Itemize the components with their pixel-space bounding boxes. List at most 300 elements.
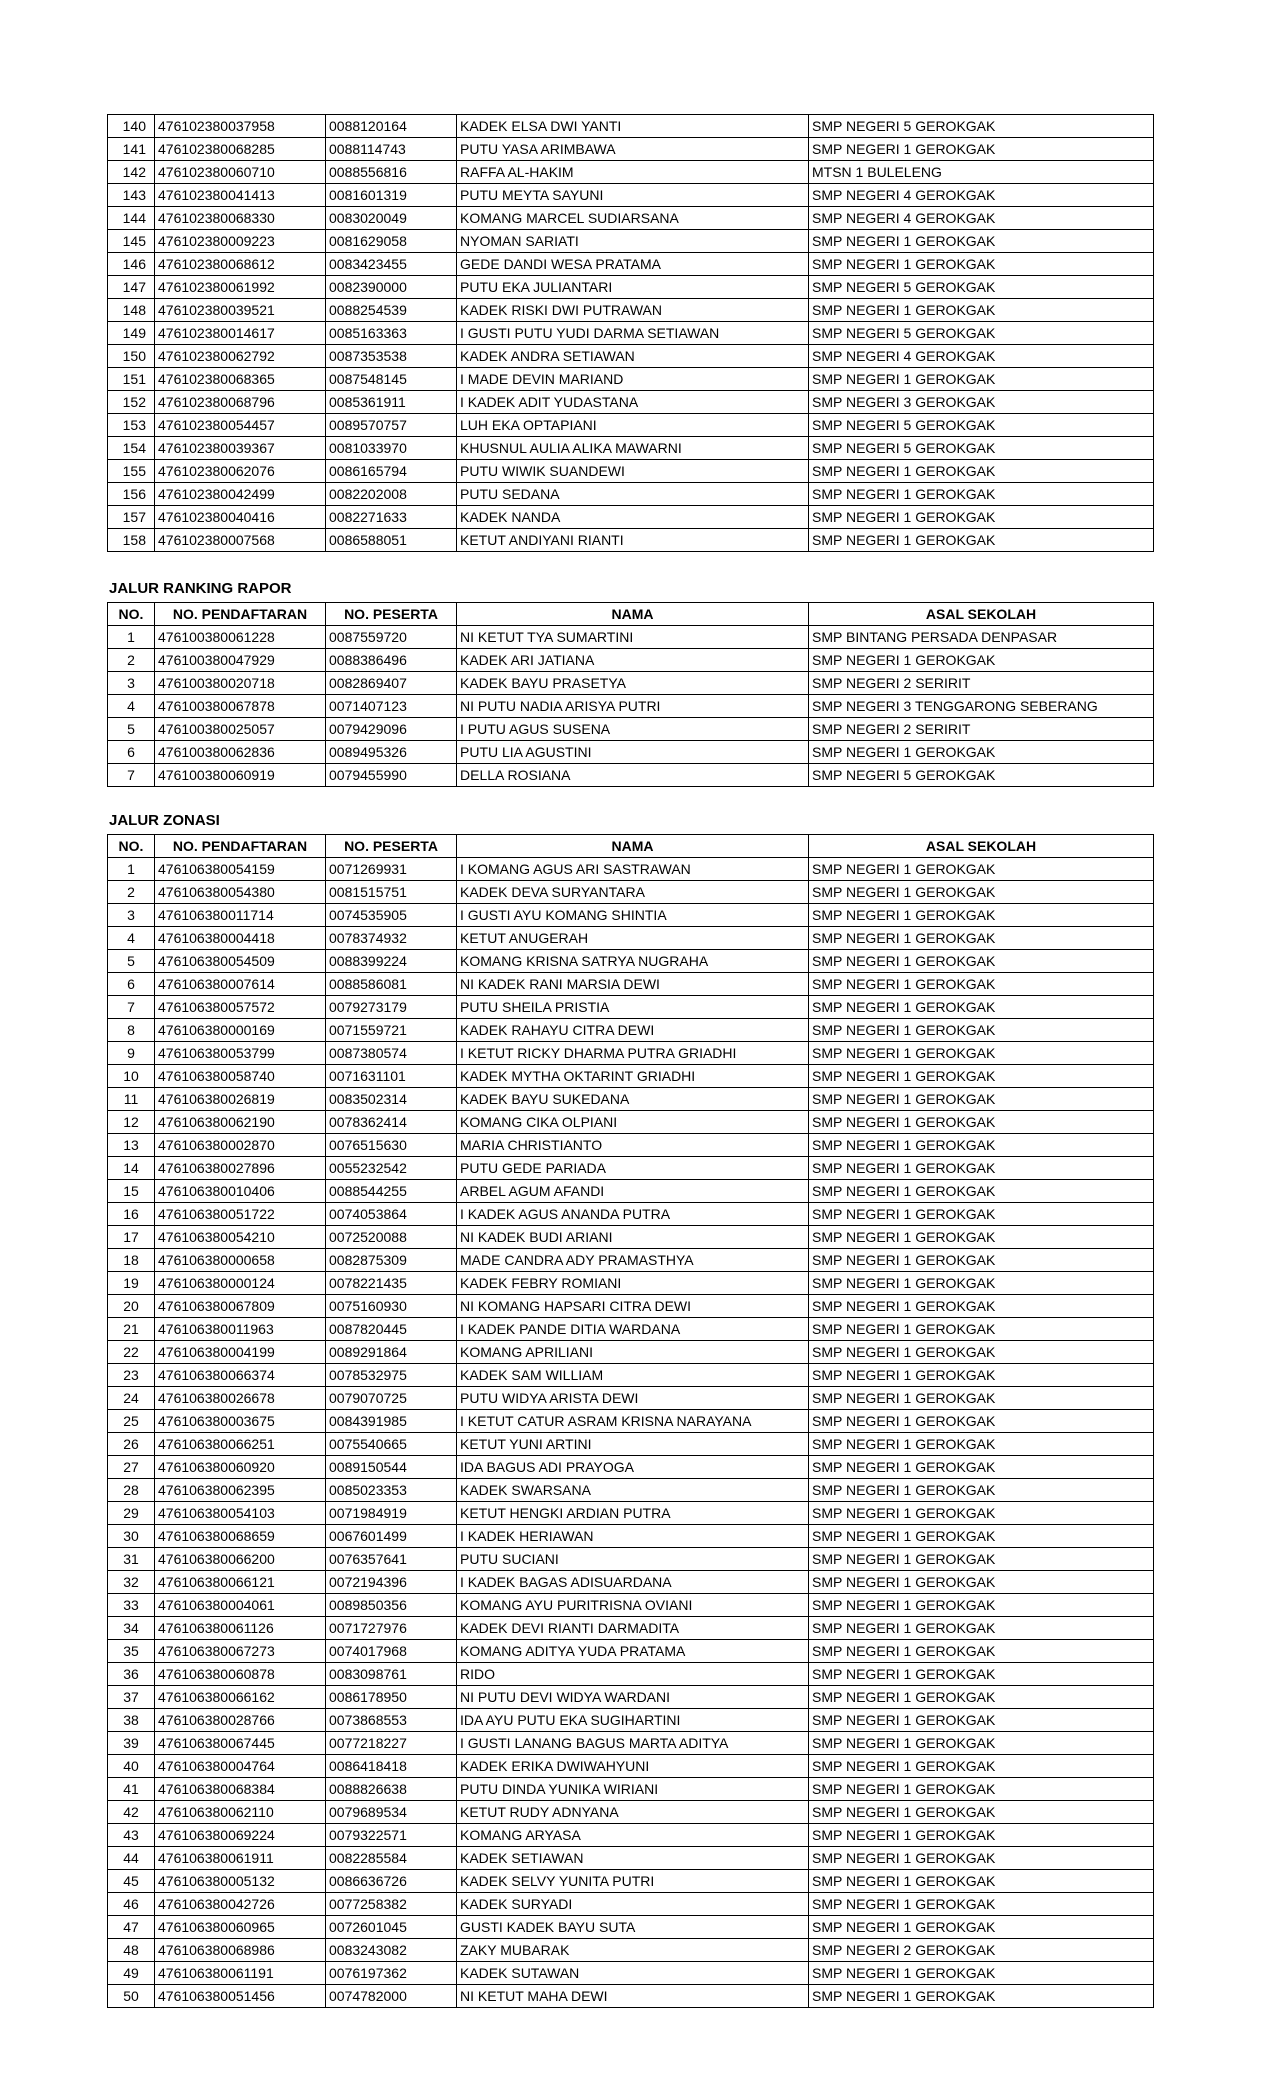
cell-asal-sekolah: SMP NEGERI 1 GEROKGAK — [809, 1088, 1154, 1111]
table-row — [108, 437, 1154, 460]
table-row — [108, 1272, 1154, 1295]
cell-asal-sekolah: SMP NEGERI 1 GEROKGAK — [809, 1456, 1154, 1479]
cell-asal-sekolah: SMP NEGERI 1 GEROKGAK — [809, 1433, 1154, 1456]
cell-no: 35 — [108, 1640, 155, 1663]
cell-asal-sekolah: SMP NEGERI 1 GEROKGAK — [809, 1571, 1154, 1594]
cell-no-pendaftaran: 476106380028766 — [155, 1709, 326, 1732]
cell-no-pendaftaran: 476106380067273 — [155, 1640, 326, 1663]
table-row — [108, 649, 1154, 672]
cell-no-peserta: 0078362414 — [326, 1111, 457, 1134]
cell-no-peserta: 0086178950 — [326, 1686, 457, 1709]
cell-nama: LUH EKA OPTAPIANI — [457, 414, 809, 437]
cell-asal-sekolah: SMP NEGERI 1 GEROKGAK — [809, 506, 1154, 529]
cell-no-peserta: 0086636726 — [326, 1870, 457, 1893]
cell-nama: I KETUT CATUR ASRAM KRISNA NARAYANA — [457, 1410, 809, 1433]
cell-no-peserta: 0083020049 — [326, 207, 457, 230]
table-row — [108, 858, 1154, 881]
table-row — [108, 1847, 1154, 1870]
cell-asal-sekolah: SMP NEGERI 4 GEROKGAK — [809, 207, 1154, 230]
cell-no: 27 — [108, 1456, 155, 1479]
table-row — [108, 1387, 1154, 1410]
cell-asal-sekolah: SMP NEGERI 1 GEROKGAK — [809, 1387, 1154, 1410]
cell-nama: KADEK FEBRY ROMIANI — [457, 1272, 809, 1295]
cell-no-peserta: 0079322571 — [326, 1824, 457, 1847]
table-row — [108, 1571, 1154, 1594]
cell-no-peserta: 0088826638 — [326, 1778, 457, 1801]
cell-no-pendaftaran: 476106380066374 — [155, 1364, 326, 1387]
cell-no-peserta: 0088586081 — [326, 973, 457, 996]
cell-no-pendaftaran: 476106380067809 — [155, 1295, 326, 1318]
cell-no-pendaftaran: 476106380000124 — [155, 1272, 326, 1295]
cell-no-pendaftaran: 476106380062395 — [155, 1479, 326, 1502]
cell-nama: MADE CANDRA ADY PRAMASTHYA — [457, 1249, 809, 1272]
cell-no: 44 — [108, 1847, 155, 1870]
cell-no-pendaftaran: 476106380058740 — [155, 1065, 326, 1088]
cell-nama: KADEK MYTHA OKTARINT GRIADHI — [457, 1065, 809, 1088]
cell-no-peserta: 0089850356 — [326, 1594, 457, 1617]
cell-nama: KADEK ANDRA SETIAWAN — [457, 345, 809, 368]
cell-no-peserta: 0084391985 — [326, 1410, 457, 1433]
cell-no: 142 — [108, 161, 155, 184]
cell-asal-sekolah: SMP NEGERI 1 GEROKGAK — [809, 1548, 1154, 1571]
table-row — [108, 1617, 1154, 1640]
cell-no-peserta: 0087353538 — [326, 345, 457, 368]
cell-nama: KADEK ERIKA DWIWAHYUNI — [457, 1755, 809, 1778]
cell-no-pendaftaran: 476102380054457 — [155, 414, 326, 437]
cell-no: 31 — [108, 1548, 155, 1571]
table-row — [108, 1985, 1154, 2008]
table-row — [108, 1433, 1154, 1456]
table-row — [108, 1065, 1154, 1088]
cell-no: 13 — [108, 1134, 155, 1157]
cell-no-peserta: 0067601499 — [326, 1525, 457, 1548]
cell-nama: KADEK RAHAYU CITRA DEWI — [457, 1019, 809, 1042]
cell-no: 157 — [108, 506, 155, 529]
cell-nama: KOMANG AYU PURITRISNA OVIANI — [457, 1594, 809, 1617]
cell-no-pendaftaran: 476106380000169 — [155, 1019, 326, 1042]
cell-no-pendaftaran: 476106380054159 — [155, 858, 326, 881]
table-row — [108, 1870, 1154, 1893]
cell-no-pendaftaran: 476102380060710 — [155, 161, 326, 184]
cell-nama: I KADEK PANDE DITIA WARDANA — [457, 1318, 809, 1341]
cell-no: 145 — [108, 230, 155, 253]
cell-asal-sekolah: SMP NEGERI 1 GEROKGAK — [809, 1341, 1154, 1364]
cell-nama: PUTU WIWIK SUANDEWI — [457, 460, 809, 483]
cell-no-pendaftaran: 476106380057572 — [155, 996, 326, 1019]
cell-no-peserta: 0074017968 — [326, 1640, 457, 1663]
cell-nama: IDA BAGUS ADI PRAYOGA — [457, 1456, 809, 1479]
cell-no: 1 — [108, 858, 155, 881]
cell-no-peserta: 0081033970 — [326, 437, 457, 460]
cell-asal-sekolah: MTSN 1 BULELENG — [809, 161, 1154, 184]
cell-nama: KADEK SAM WILLIAM — [457, 1364, 809, 1387]
cell-asal-sekolah: SMP NEGERI 1 GEROKGAK — [809, 1157, 1154, 1180]
cell-no-peserta: 0079273179 — [326, 996, 457, 1019]
cell-no-peserta: 0077258382 — [326, 1893, 457, 1916]
cell-no-peserta: 0079455990 — [326, 764, 457, 787]
cell-asal-sekolah: SMP NEGERI 1 GEROKGAK — [809, 1295, 1154, 1318]
cell-nama: KOMANG KRISNA SATRYA NUGRAHA — [457, 950, 809, 973]
cell-nama: I KADEK HERIAWAN — [457, 1525, 809, 1548]
cell-no: 6 — [108, 973, 155, 996]
cell-no: 15 — [108, 1180, 155, 1203]
cell-no-pendaftaran: 476106380026678 — [155, 1387, 326, 1410]
cell-no-pendaftaran: 476102380062792 — [155, 345, 326, 368]
cell-nama: I MADE DEVIN MARIAND — [457, 368, 809, 391]
cell-no-pendaftaran: 476100380061228 — [155, 626, 326, 649]
cell-nama: KADEK SWARSANA — [457, 1479, 809, 1502]
cell-nama: NI KOMANG HAPSARI CITRA DEWI — [457, 1295, 809, 1318]
table-row — [108, 881, 1154, 904]
cell-asal-sekolah: SMP NEGERI 1 GEROKGAK — [809, 973, 1154, 996]
cell-asal-sekolah: SMP NEGERI 1 GEROKGAK — [809, 230, 1154, 253]
cell-no-pendaftaran: 476106380011963 — [155, 1318, 326, 1341]
cell-asal-sekolah: SMP NEGERI 1 GEROKGAK — [809, 881, 1154, 904]
cell-no-peserta: 0088556816 — [326, 161, 457, 184]
cell-no-peserta: 0088386496 — [326, 649, 457, 672]
cell-nama: KADEK SUTAWAN — [457, 1962, 809, 1985]
cell-nama: RIDO — [457, 1663, 809, 1686]
cell-no-peserta: 0087548145 — [326, 368, 457, 391]
table-row — [108, 950, 1154, 973]
cell-asal-sekolah: SMP NEGERI 1 GEROKGAK — [809, 1525, 1154, 1548]
cell-nama: PUTU SEDANA — [457, 483, 809, 506]
cell-asal-sekolah: SMP NEGERI 1 GEROKGAK — [809, 1318, 1154, 1341]
cell-no-pendaftaran: 476106380003675 — [155, 1410, 326, 1433]
cell-no: 5 — [108, 718, 155, 741]
cell-no-pendaftaran: 476106380062110 — [155, 1801, 326, 1824]
cell-no-pendaftaran: 476106380061126 — [155, 1617, 326, 1640]
cell-no-pendaftaran: 476102380037958 — [155, 115, 326, 138]
table-row — [108, 1824, 1154, 1847]
cell-no-pendaftaran: 476100380020718 — [155, 672, 326, 695]
cell-no: 10 — [108, 1065, 155, 1088]
cell-no-pendaftaran: 476106380010406 — [155, 1180, 326, 1203]
cell-no-pendaftaran: 476106380068384 — [155, 1778, 326, 1801]
cell-nama: NYOMAN SARIATI — [457, 230, 809, 253]
section-title-rapor: JALUR RANKING RAPOR — [109, 580, 292, 597]
cell-no: 48 — [108, 1939, 155, 1962]
cell-nama: PUTU WIDYA ARISTA DEWI — [457, 1387, 809, 1410]
table-row — [108, 1962, 1154, 1985]
cell-no-pendaftaran: 476106380066121 — [155, 1571, 326, 1594]
cell-no-pendaftaran: 476102380014617 — [155, 322, 326, 345]
cell-no: 148 — [108, 299, 155, 322]
cell-no-pendaftaran: 476106380054380 — [155, 881, 326, 904]
header-no: NO. — [108, 603, 155, 626]
cell-nama: KADEK ARI JATIANA — [457, 649, 809, 672]
table-row — [108, 1732, 1154, 1755]
cell-nama: ZAKY MUBARAK — [457, 1939, 809, 1962]
cell-no: 140 — [108, 115, 155, 138]
cell-no: 5 — [108, 950, 155, 973]
cell-asal-sekolah: SMP NEGERI 3 TENGGARONG SEBERANG — [809, 695, 1154, 718]
table-row — [108, 764, 1154, 787]
cell-nama: KADEK RISKI DWI PUTRAWAN — [457, 299, 809, 322]
cell-no: 42 — [108, 1801, 155, 1824]
cell-no-peserta: 0075540665 — [326, 1433, 457, 1456]
cell-no-peserta: 0081601319 — [326, 184, 457, 207]
cell-nama: KOMANG ARYASA — [457, 1824, 809, 1847]
cell-no-pendaftaran: 476102380068365 — [155, 368, 326, 391]
cell-nama: NI PUTU DEVI WIDYA WARDANI — [457, 1686, 809, 1709]
cell-nama: I KADEK AGUS ANANDA PUTRA — [457, 1203, 809, 1226]
cell-nama: NI KETUT TYA SUMARTINI — [457, 626, 809, 649]
cell-asal-sekolah: SMP NEGERI 1 GEROKGAK — [809, 368, 1154, 391]
cell-nama: I KADEK ADIT YUDASTANA — [457, 391, 809, 414]
cell-no-pendaftaran: 476106380011714 — [155, 904, 326, 927]
cell-asal-sekolah: SMP NEGERI 5 GEROKGAK — [809, 276, 1154, 299]
cell-no-peserta: 0079429096 — [326, 718, 457, 741]
cell-no: 23 — [108, 1364, 155, 1387]
cell-asal-sekolah: SMP NEGERI 1 GEROKGAK — [809, 1617, 1154, 1640]
cell-no: 147 — [108, 276, 155, 299]
cell-no: 146 — [108, 253, 155, 276]
rapor-table — [107, 602, 1154, 787]
cell-no-pendaftaran: 476106380054509 — [155, 950, 326, 973]
table-row — [108, 1111, 1154, 1134]
table-row — [108, 115, 1154, 138]
cell-nama: ARBEL AGUM AFANDI — [457, 1180, 809, 1203]
cell-asal-sekolah: SMP NEGERI 1 GEROKGAK — [809, 1249, 1154, 1272]
cell-no-peserta: 0081515751 — [326, 881, 457, 904]
cell-no-pendaftaran: 476106380026819 — [155, 1088, 326, 1111]
cell-nama: GUSTI KADEK BAYU SUTA — [457, 1916, 809, 1939]
table-row — [108, 368, 1154, 391]
cell-no-peserta: 0071269931 — [326, 858, 457, 881]
cell-nama: PUTU YASA ARIMBAWA — [457, 138, 809, 161]
cell-no-pendaftaran: 476106380060878 — [155, 1663, 326, 1686]
header-pendaftaran: NO. PENDAFTARAN — [155, 835, 326, 858]
cell-asal-sekolah: SMP NEGERI 5 GEROKGAK — [809, 437, 1154, 460]
cell-no-peserta: 0079689534 — [326, 1801, 457, 1824]
cell-no-peserta: 0082390000 — [326, 276, 457, 299]
cell-no-pendaftaran: 476100380060919 — [155, 764, 326, 787]
cell-no-peserta: 0083502314 — [326, 1088, 457, 1111]
cell-nama: NI KADEK BUDI ARIANI — [457, 1226, 809, 1249]
cell-nama: KADEK SETIAWAN — [457, 1847, 809, 1870]
cell-no-peserta: 0086165794 — [326, 460, 457, 483]
table-row — [108, 1548, 1154, 1571]
cell-asal-sekolah: SMP NEGERI 1 GEROKGAK — [809, 1985, 1154, 2008]
cell-no: 17 — [108, 1226, 155, 1249]
cell-no: 7 — [108, 764, 155, 787]
table-row — [108, 1456, 1154, 1479]
cell-no-pendaftaran: 476106380067445 — [155, 1732, 326, 1755]
table-row — [108, 1042, 1154, 1065]
cell-nama: KADEK DEVI RIANTI DARMADITA — [457, 1617, 809, 1640]
cell-no-peserta: 0082869407 — [326, 672, 457, 695]
cell-no: 156 — [108, 483, 155, 506]
cell-no-peserta: 0076515630 — [326, 1134, 457, 1157]
cell-no-peserta: 0085361911 — [326, 391, 457, 414]
cell-nama: PUTU GEDE PARIADA — [457, 1157, 809, 1180]
cell-no-peserta: 0089495326 — [326, 741, 457, 764]
cell-asal-sekolah: SMP NEGERI 1 GEROKGAK — [809, 1180, 1154, 1203]
table-row — [108, 1709, 1154, 1732]
header-nama: NAMA — [457, 835, 809, 858]
table-row — [108, 1341, 1154, 1364]
cell-nama: I KADEK BAGAS ADISUARDANA — [457, 1571, 809, 1594]
cell-no: 4 — [108, 927, 155, 950]
cell-no: 9 — [108, 1042, 155, 1065]
cell-nama: IDA AYU PUTU EKA SUGIHARTINI — [457, 1709, 809, 1732]
cell-asal-sekolah: SMP NEGERI 1 GEROKGAK — [809, 529, 1154, 552]
table-row — [108, 529, 1154, 552]
cell-asal-sekolah: SMP NEGERI 1 GEROKGAK — [809, 1272, 1154, 1295]
cell-no-peserta: 0082271633 — [326, 506, 457, 529]
cell-no-peserta: 0088544255 — [326, 1180, 457, 1203]
cell-no: 25 — [108, 1410, 155, 1433]
cell-no-peserta: 0087820445 — [326, 1318, 457, 1341]
table-row — [108, 904, 1154, 927]
cell-no: 50 — [108, 1985, 155, 2008]
cell-no-peserta: 0072601045 — [326, 1916, 457, 1939]
cell-no-pendaftaran: 476106380066162 — [155, 1686, 326, 1709]
cell-no-pendaftaran: 476102380039367 — [155, 437, 326, 460]
cell-nama: PUTU EKA JULIANTARI — [457, 276, 809, 299]
cell-no-peserta: 0088120164 — [326, 115, 457, 138]
section-title-zonasi: JALUR ZONASI — [109, 812, 220, 829]
cell-no: 6 — [108, 741, 155, 764]
cell-no-peserta: 0081629058 — [326, 230, 457, 253]
cell-nama: KOMANG APRILIANI — [457, 1341, 809, 1364]
cell-nama: DELLA ROSIANA — [457, 764, 809, 787]
cell-no: 14 — [108, 1157, 155, 1180]
table-row — [108, 253, 1154, 276]
cell-nama: I KETUT RICKY DHARMA PUTRA GRIADHI — [457, 1042, 809, 1065]
cell-no: 7 — [108, 996, 155, 1019]
cell-no-peserta: 0071407123 — [326, 695, 457, 718]
table-row — [108, 1318, 1154, 1341]
cell-nama: KETUT ANDIYANI RIANTI — [457, 529, 809, 552]
cell-no: 43 — [108, 1824, 155, 1847]
table-row — [108, 973, 1154, 996]
cell-no-pendaftaran: 476106380004061 — [155, 1594, 326, 1617]
cell-no-pendaftaran: 476102380068330 — [155, 207, 326, 230]
cell-asal-sekolah: SMP NEGERI 4 GEROKGAK — [809, 184, 1154, 207]
table-row — [108, 1801, 1154, 1824]
cell-asal-sekolah: SMP NEGERI 1 GEROKGAK — [809, 1111, 1154, 1134]
cell-no: 37 — [108, 1686, 155, 1709]
cell-asal-sekolah: SMP NEGERI 1 GEROKGAK — [809, 1916, 1154, 1939]
cell-no-pendaftaran: 476106380051722 — [155, 1203, 326, 1226]
cell-no: 151 — [108, 368, 155, 391]
cell-nama: KADEK NANDA — [457, 506, 809, 529]
cell-no-peserta: 0074053864 — [326, 1203, 457, 1226]
cell-no-pendaftaran: 476100380025057 — [155, 718, 326, 741]
cell-no-pendaftaran: 476102380068612 — [155, 253, 326, 276]
cell-asal-sekolah: SMP NEGERI 1 GEROKGAK — [809, 1962, 1154, 1985]
cell-no: 144 — [108, 207, 155, 230]
table-row — [108, 1088, 1154, 1111]
cell-no-pendaftaran: 476106380007614 — [155, 973, 326, 996]
cell-no-peserta: 0089570757 — [326, 414, 457, 437]
table-row — [108, 1249, 1154, 1272]
table-row — [108, 1226, 1154, 1249]
table-row — [108, 718, 1154, 741]
cell-asal-sekolah: SMP NEGERI 1 GEROKGAK — [809, 1594, 1154, 1617]
cell-asal-sekolah: SMP NEGERI 1 GEROKGAK — [809, 927, 1154, 950]
cell-no-peserta: 0071631101 — [326, 1065, 457, 1088]
cell-no-peserta: 0078374932 — [326, 927, 457, 950]
cell-no-pendaftaran: 476106380004418 — [155, 927, 326, 950]
cell-no-peserta: 0079070725 — [326, 1387, 457, 1410]
cell-asal-sekolah: SMP NEGERI 1 GEROKGAK — [809, 1042, 1154, 1065]
cell-nama: MARIA CHRISTIANTO — [457, 1134, 809, 1157]
table-row — [108, 1502, 1154, 1525]
cell-asal-sekolah: SMP NEGERI 1 GEROKGAK — [809, 1502, 1154, 1525]
cell-asal-sekolah: SMP NEGERI 1 GEROKGAK — [809, 996, 1154, 1019]
table-row — [108, 184, 1154, 207]
cell-no: 22 — [108, 1341, 155, 1364]
cell-nama: KADEK DEVA SURYANTARA — [457, 881, 809, 904]
cell-no-peserta: 0073868553 — [326, 1709, 457, 1732]
cell-asal-sekolah: SMP NEGERI 1 GEROKGAK — [809, 1686, 1154, 1709]
header-asal: ASAL SEKOLAH — [809, 603, 1154, 626]
cell-nama: KETUT RUDY ADNYANA — [457, 1801, 809, 1824]
cell-nama: GEDE DANDI WESA PRATAMA — [457, 253, 809, 276]
cell-asal-sekolah: SMP NEGERI 1 GEROKGAK — [809, 1778, 1154, 1801]
cell-nama: KETUT YUNI ARTINI — [457, 1433, 809, 1456]
header-nama: NAMA — [457, 603, 809, 626]
cell-asal-sekolah: SMP NEGERI 1 GEROKGAK — [809, 1801, 1154, 1824]
cell-no: 1 — [108, 626, 155, 649]
table-row — [108, 1594, 1154, 1617]
table-row — [108, 161, 1154, 184]
cell-no: 141 — [108, 138, 155, 161]
cell-no-peserta: 0088399224 — [326, 950, 457, 973]
cell-no-peserta: 0086418418 — [326, 1755, 457, 1778]
table-row — [108, 1180, 1154, 1203]
table-row — [108, 230, 1154, 253]
cell-nama: KOMANG MARCEL SUDIARSANA — [457, 207, 809, 230]
cell-no-peserta: 0074782000 — [326, 1985, 457, 2008]
table-row — [108, 391, 1154, 414]
cell-no-pendaftaran: 476100380067878 — [155, 695, 326, 718]
table-header-row — [108, 835, 1154, 858]
table-row — [108, 1755, 1154, 1778]
table-row — [108, 741, 1154, 764]
cell-no-pendaftaran: 476106380062190 — [155, 1111, 326, 1134]
cell-no: 19 — [108, 1272, 155, 1295]
cell-nama: I KOMANG AGUS ARI SASTRAWAN — [457, 858, 809, 881]
cell-asal-sekolah: SMP NEGERI 1 GEROKGAK — [809, 1847, 1154, 1870]
cell-no-peserta: 0076197362 — [326, 1962, 457, 1985]
table-row — [108, 1640, 1154, 1663]
cell-no: 24 — [108, 1387, 155, 1410]
cell-asal-sekolah: SMP NEGERI 5 GEROKGAK — [809, 764, 1154, 787]
cell-no: 21 — [108, 1318, 155, 1341]
cell-nama: KETUT HENGKI ARDIAN PUTRA — [457, 1502, 809, 1525]
cell-no-pendaftaran: 476102380061992 — [155, 276, 326, 299]
cell-asal-sekolah: SMP NEGERI 1 GEROKGAK — [809, 950, 1154, 973]
table-row — [108, 1778, 1154, 1801]
cell-no: 20 — [108, 1295, 155, 1318]
cell-nama: KADEK ELSA DWI YANTI — [457, 115, 809, 138]
table-row — [108, 345, 1154, 368]
cell-no: 16 — [108, 1203, 155, 1226]
cell-asal-sekolah: SMP NEGERI 1 GEROKGAK — [809, 1663, 1154, 1686]
table-row — [108, 1893, 1154, 1916]
cell-no: 149 — [108, 322, 155, 345]
cell-no: 28 — [108, 1479, 155, 1502]
cell-asal-sekolah: SMP NEGERI 1 GEROKGAK — [809, 1203, 1154, 1226]
table-row — [108, 672, 1154, 695]
table-row — [108, 414, 1154, 437]
table-row — [108, 1939, 1154, 1962]
cell-asal-sekolah: SMP NEGERI 1 GEROKGAK — [809, 1364, 1154, 1387]
